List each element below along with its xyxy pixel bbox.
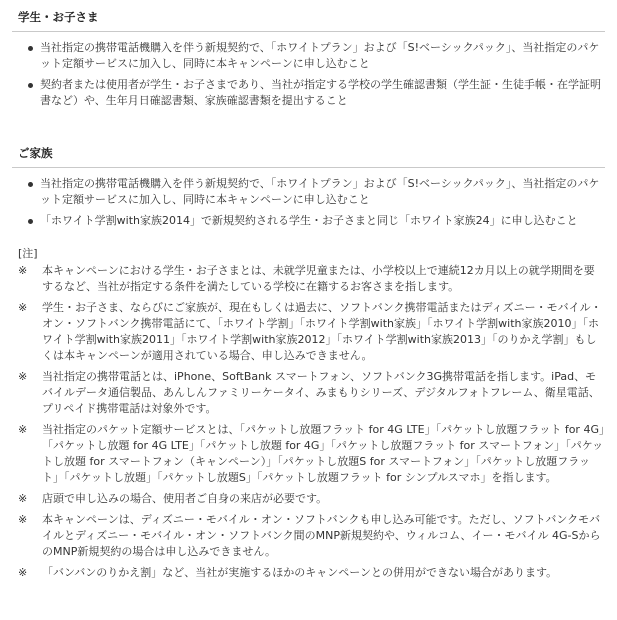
- list-item: 契約者または使用者が学生・お子さまであり、当社が指定する学校の学生確認書類（学生証・生徒手帳・在学証明書など）や、生年月日確認書類、家族確認書類を提出すること: [26, 77, 605, 109]
- note-item: ※ 学生・お子さま、ならびにご家族が、現在もしくは過去に、ソフトバンク携帯電話またはディズニー・モバイル・オン・ソフトバンク携帯電話にて、「ホワイト学割」「ホワイト学割with家族」「ホワイト学割with家族2010」「ホワイト学割with家族2011」「ホワイト学割with家族2012」「ホワイト学割with家族2013」「のりかえ学割」もしくは本キャンペーンが適用されている場合、申し込みできません。: [18, 301, 602, 362]
- note-item: ※ 店頭で申し込みの場合、使用者ご自身の来店が必要です。: [18, 492, 328, 505]
- notes-title: [注]: [18, 247, 38, 260]
- note-mark: ※: [18, 513, 28, 526]
- family-heading: ご家族: [12, 136, 605, 168]
- bullet-icon: [28, 219, 33, 224]
- note-mark: ※: [18, 566, 28, 579]
- family-conditions-list: [12, 176, 605, 229]
- list-item: 「ホワイト学割with家族2014」で新規契約される学生・お子さまと同じ「ホワイト家族24」に申し込むこと: [26, 213, 605, 229]
- note-mark: ※: [18, 264, 28, 277]
- students-heading: 学生・お子さま: [12, 0, 605, 32]
- list-item: 当社指定の携帯電話機購入を伴う新規契約で、「ホワイトプラン」および「S!ベーシックパック」、当社指定のパケット定額サービスに加入し、同時に本キャンペーンに申し込むこと: [26, 176, 605, 208]
- bullet-icon: [28, 46, 33, 51]
- note-mark: ※: [18, 370, 28, 383]
- note-mark: ※: [18, 492, 28, 505]
- bullet-icon: [28, 182, 33, 187]
- note-item: ※ 当社指定の携帯電話とは、iPhone、SoftBank スマートフォン、ソフトバンク3G携帯電話を指します。iPad、モバイルデータ通信製品、あんしんファミリーケータイ、みまもりシリーズ、デジタルフォトフレーム、衛星電話、プリペイド携帯電話は対象外です。: [18, 370, 600, 415]
- note-mark: ※: [18, 301, 28, 314]
- notes-list: [12, 263, 605, 581]
- bullet-icon: [28, 83, 33, 88]
- note-item: ※ 当社指定のパケット定額サービスとは、「パケットし放題フラット for 4G LTE」「パケットし放題フラット for 4G」「パケットし放題 for 4G LTE」「パケットし放題 for 4G」「パケットし放題フラット for スマートフォン」「パケットし放題 for スマートフォン（キャンペーン）」「パケットし放題S for スマートフォン」「パケットし放題フラット」「パケットし放題」「パケットし放題S」「パケットし放題フラット for シンプルスマホ」を指します。: [18, 423, 605, 484]
- list-item: 当社指定の携帯電話機購入を伴う新規契約で、「ホワイトプラン」および「S!ベーシックパック」、当社指定のパケット定額サービスに加入し、同時に本キャンペーンに申し込むこと: [26, 40, 605, 72]
- note-item: ※ 本キャンペーンにおける学生・お子さまとは、未就学児童または、小学校以上で連続12カ月以上の就学期間を要するなど、当社が指定する条件を満たしている学校に在籍するお客さまを指します。: [18, 264, 595, 293]
- note-item: ※ 本キャンペーンは、ディズニー・モバイル・オン・ソフトバンクも申し込み可能です。ただし、ソフトバンクモバイルとディズニー・モバイル・オン・ソフトバンク間のMNP新規契約や、ウィルコム、イー・モバイル 4G-SからのMNP新規契約の場合は申し込みできません。: [18, 513, 601, 558]
- students-conditions-list: [12, 40, 605, 109]
- note-item: ※ 「バンバンのりかえ割」など、当社が実施するほかのキャンペーンとの併用ができない場合があります。: [18, 566, 558, 579]
- note-mark: ※: [18, 423, 28, 436]
